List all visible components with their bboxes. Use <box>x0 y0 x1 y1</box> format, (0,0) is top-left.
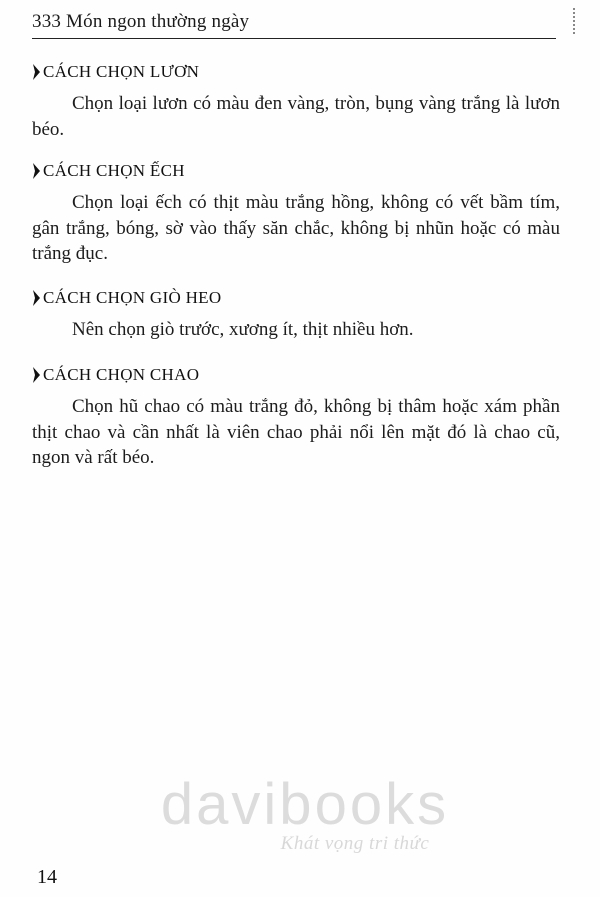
diamond-bullet-icon <box>32 290 40 306</box>
section-body: Chọn loại lươn có màu đen vàng, tròn, bụng vàng trắng là lươn béo. <box>32 93 560 140</box>
section-heading-text: CÁCH CHỌN ẾCH <box>43 161 185 180</box>
book-title: 333 Món ngon thường ngày <box>32 11 250 32</box>
section-heading <box>32 287 560 309</box>
section-heading-text: CÁCH CHỌN LƯƠN <box>43 62 200 81</box>
margin-mark <box>573 8 577 34</box>
diamond-bullet-icon <box>32 64 40 80</box>
section-heading <box>32 61 560 83</box>
watermark-tagline: Khát vọng tri thức <box>280 833 430 854</box>
section-choosing-eel <box>32 61 560 142</box>
section-body: Chọn hũ chao có màu trắng đỏ, không bị thâm hoặc xám phần thịt chao và cần nhất là viên chao phải nổi lên mặt đó là chao cũ, ngon và rất béo. <box>32 396 560 468</box>
watermark-brand: davibooks <box>160 772 450 837</box>
running-header <box>32 8 556 39</box>
diamond-bullet-icon <box>32 367 40 383</box>
section-body: Nên chọn giò trước, xương ít, thịt nhiều hơn. <box>72 319 414 340</box>
section-body: Chọn loại ếch có thịt màu trắng hồng, không có vết bầm tím, gân trắng, bóng, sờ vào thấy săn chắc, không bị nhũn hoặc có màu trắng đục. <box>32 192 560 264</box>
publisher-watermark <box>155 772 455 855</box>
section-heading <box>32 364 560 386</box>
section-heading-text: CÁCH CHỌN CHAO <box>43 365 200 384</box>
diamond-bullet-icon <box>32 163 40 179</box>
section-choosing-fermented-tofu <box>32 364 560 471</box>
section-heading <box>32 160 560 182</box>
section-heading-text: CÁCH CHỌN GIÒ HEO <box>43 288 222 307</box>
page-number: 14 <box>37 866 57 888</box>
section-choosing-pork-hock <box>32 287 560 343</box>
section-choosing-frog <box>32 160 560 267</box>
